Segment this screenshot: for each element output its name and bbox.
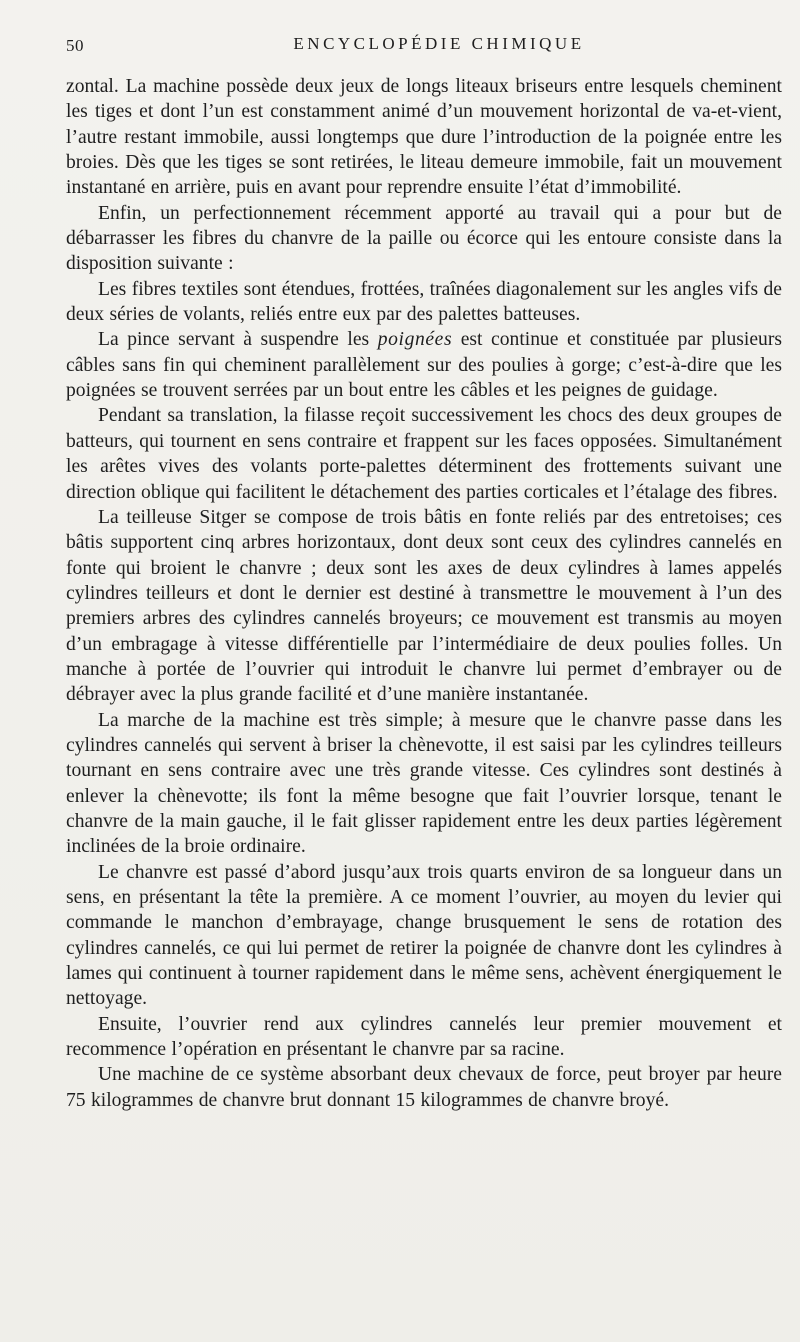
paragraph-8: Le chanvre est passé d’abord jusqu’aux trois quarts environ de sa longueur dans un sens, en présentant la tête la première. A ce moment l’ouvrier, au moyen du levier qui commande le manchon d’embrayage, change brusquement le sens de rotation des cylindres cannelés, ce qui lui permet de retirer la poignée de chanvre dont les cylindres à lames qui continuent à tourner rapidement dans le même sens, achèvent énergiquement le nettoyage. bbox=[66, 861, 782, 1010]
paragraph-4-start: La pince servant à suspendre les bbox=[98, 329, 378, 351]
running-header bbox=[66, 34, 782, 64]
running-title: ENCYCLOPÉDIE CHIMIQUE bbox=[293, 34, 585, 53]
paragraph-6: La teilleuse Sitger se compose de trois bâtis en fonte reliés par des entretoises; ces bâtis supportent cinq arbres horizontaux, dont deux sont ceux des cylindres cannelés en fonte qui broient le chanvre ; deux sont les axes de deux cylindres à lames appelés cylindres teilleurs et dont le dernier est destiné à transmettre le mouvement à l’un des premiers arbres des cylindres cannelés broyeurs; ce mouvement est transmis au moyen d’un embragage à vitesse différentielle par l’intermédiaire de deux poulies folles. Un manche à portée de l’ouvrier qui introduit le chanvre lui permet d’embrayer ou de débrayer avec la plus grande facilité et d’une manière instantanée. bbox=[66, 506, 782, 706]
paragraph-9: Ensuite, l’ouvrier rend aux cylindres cannelés leur premier mouvement et recommence l’opération en présentant le chanvre par sa racine. bbox=[66, 1013, 782, 1061]
paragraph-1: zontal. La machine possède deux jeux de longs liteaux briseurs entre lesquels cheminent les tiges et dont l’un est constamment animé d’un mouvement horizontal de va-et-vient, l’autre restant immobile, aussi longtemps que dure l’introduction de la poignée entre les broies. Dès que les tiges se sont retirées, le liteau demeure immobile, fait un mouvement instantané en arrière, puis en avant pour reprendre ensuite l’état d’immobilité. bbox=[66, 76, 782, 199]
paragraph-4 bbox=[66, 327, 782, 403]
paragraph-7: La marche de la machine est très simple; à mesure que le chanvre passe dans les cylindres cannelés qui servent à briser la chènevotte, il est saisi par les cylindres teilleurs tournant en sens contraire avec une très grande vitesse. Ces cylindres sont destinés à enlever la chènevotte; ils font la même besogne que fait l’ouvrier lorsque, tenant le chanvre de la main gauche, il le fait glisser rapidement entre les deux parties légèrement inclinées de la broie ordinaire. bbox=[66, 709, 782, 858]
body-text bbox=[66, 74, 782, 1113]
page-number: 50 bbox=[66, 36, 84, 55]
paragraph-10: Une machine de ce système absorbant deux chevaux de force, peut broyer par heure 75 kilogrammes de chanvre brut donnant 15 kilogrammes de chanvre broyé. bbox=[66, 1064, 782, 1111]
paragraph-2: Enfin, un perfectionnement récemment apporté au travail qui a pour but de débarrasser les fibres du chanvre de la paille ou écorce qui les entoure consiste dans la disposition suivante : bbox=[66, 202, 782, 275]
italic-term-poignees: poignées bbox=[377, 329, 453, 351]
paragraph-3: Les fibres textiles sont étendues, frottées, traînées diagonalement sur les angles vifs de deux séries de volants, reliés entre eux par des palettes batteuses. bbox=[66, 278, 782, 326]
paragraph-4-end: est continue et constituée par plusieurs câbles sans fin qui cheminent parallèlement sur des poulies à gorge; c’est-à-dire que les poignées se trouvent serrées par un bout entre les câbles et les peignes de guidage. bbox=[66, 329, 782, 402]
paragraph-5: Pendant sa translation, la filasse reçoit successivement les chocs des deux groupes de batteurs, qui tournent en sens contraire et frappent sur les faces opposées. Simultanément les arêtes vives des volants porte-palettes déterminent des frottements suivant une direction oblique qui facilitent le détachement des parties corticales et l’étalage des fibres. bbox=[66, 405, 782, 503]
